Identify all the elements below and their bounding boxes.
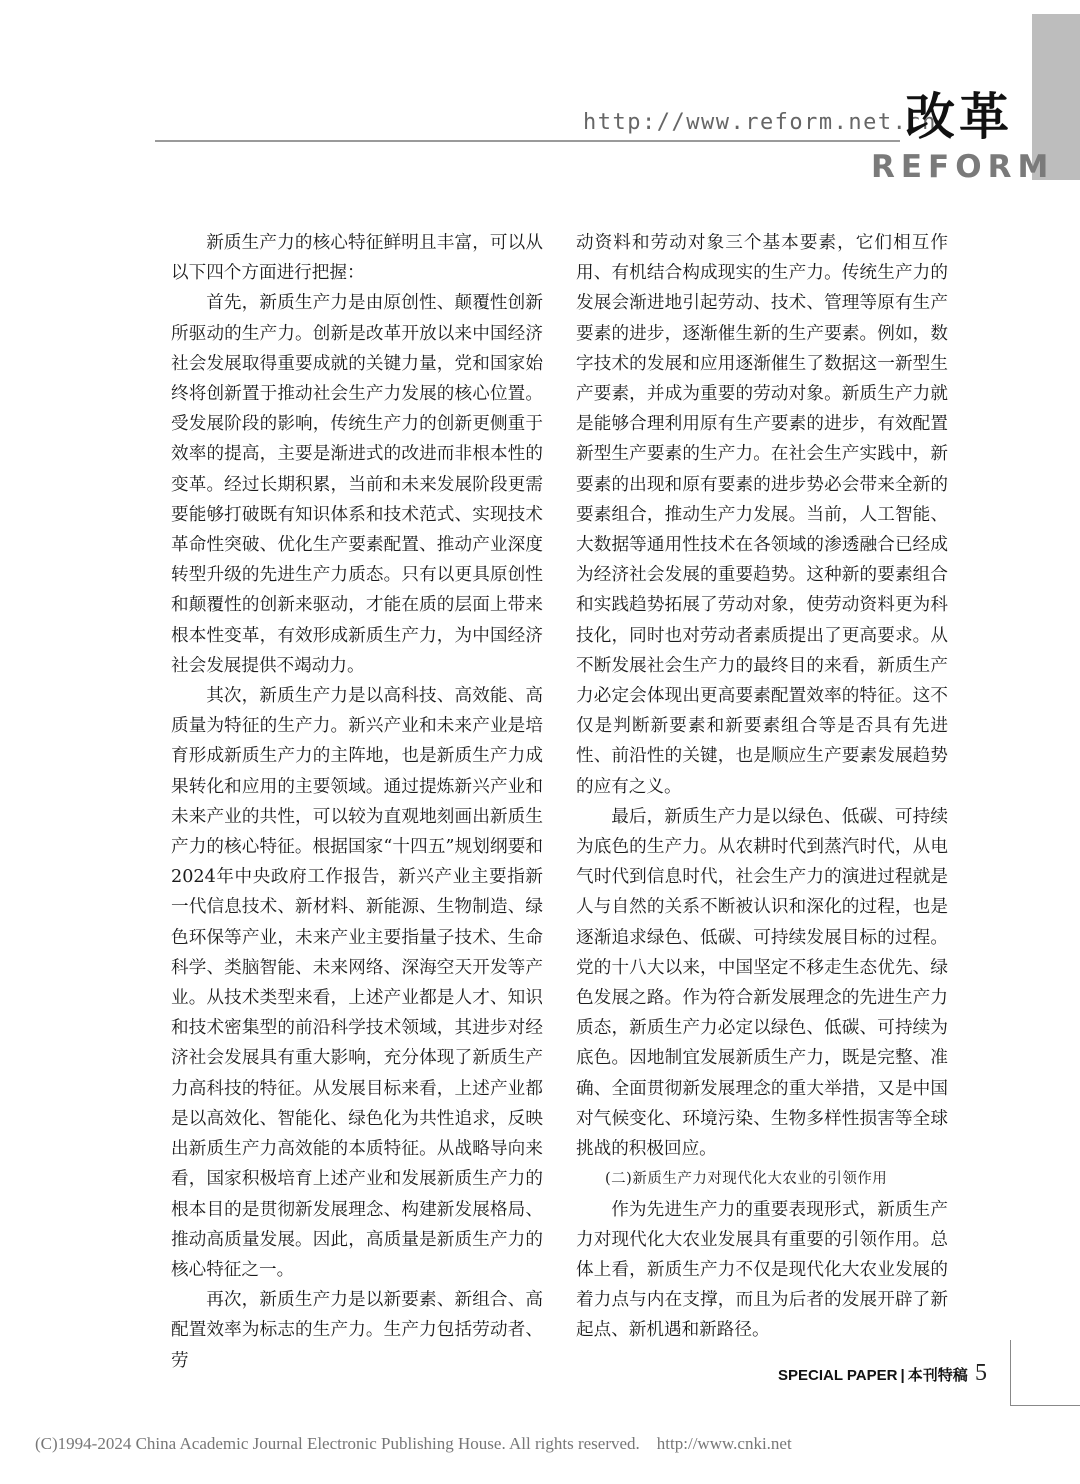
- copyright-notice: (C)1994-2024 China Academic Journal Electronic Publishing House. All rights reserved. http://www.cnki.net: [35, 1434, 792, 1453]
- right-column: [576, 228, 948, 1346]
- footer-vertical-rule: [1010, 1340, 1011, 1405]
- paragraph: 再次，新质生产力是以新要素、新组合、高配置效率为标志的生产力。生产力包括劳动者、劳: [171, 1290, 543, 1371]
- header-rule: [155, 140, 900, 142]
- left-column: [171, 228, 543, 1376]
- journal-title-cn: 改革: [905, 88, 1013, 146]
- section-label-cn: 本刊特稿: [907, 1367, 968, 1384]
- paragraph: 其次，新质生产力是以高科技、高效能、高质量为特征的生产力。新兴产业和未来产业是培育形成新质生产力的主阵地，也是新质生产力成果转化和应用的主要领域。通过提炼新兴产业和未来产业的共性，可以较为直观地刻画出新质生产力的核心特征。根据国家“十四五”规划纲要和2024年中央政府工作报告，新兴产业主要指新一代信息技术、新材料、新能源、生物制造、绿色环保等产业，未来产业主要指量子技术、生命科学、类脑智能、未来网络、深海空天开发等产业。从技术类型来看，上述产业都是人才、知识和技术密集型的前沿科学技术领域，其进步对经济社会发展具有重大影响，充分体现了新质生产力高科技的特征。从发展目标来看，上述产业都是以高效化、智能化、绿色化为共性追求，反映出新质生产力高效能的本质特征。从战略导向来看，国家积极培育上述产业和发展新质生产力的根本目的是贯彻新发展理念、构建新发展格局、推动高质量发展。因此，高质量是新质生产力的核心特征之一。: [171, 686, 543, 1280]
- page-number: 5: [975, 1360, 987, 1386]
- section-subheading: (二)新质生产力对现代化大农业的引领作用: [605, 1171, 888, 1188]
- section-label-divider: |: [900, 1367, 905, 1384]
- paragraph: 动资料和劳动对象三个基本要素，它们相互作用、有机结合构成现实的生产力。传统生产力的发展会渐进地引起劳动、技术、管理等原有生产要素的进步，逐渐催生新的生产要素。例如，数字技术的发展和应用逐渐催生了数据这一新型生产要素，并成为重要的劳动对象。新质生产力就是能够合理利用原有生产要素的进步，有效配置新型生产要素的生产力。在社会生产实践中，新要素的出现和原有要素的进步势必会带来全新的要素组合，推动生产力发展。当前，人工智能、大数据等通用性技术在各领域的渗透融合已经成为经济社会发展的重要趋势。这种新的要素组合和实践趋势拓展了劳动对象，使劳动资料更为科技化，同时也对劳动者素质提出了更高要求。从不断发展社会生产力的最终目的来看，新质生产力必定会体现出更高要素配置效率的特征。这不仅是判断新要素和新要素组合等是否具有先进性、前沿性的关键，也是顺应生产要素发展趋势的应有之义。: [576, 233, 948, 797]
- journal-title-en: REFORM: [871, 149, 1055, 185]
- paragraph: 最后，新质生产力是以绿色、低碳、可持续为底色的生产力。从农耕时代到蒸汽时代，从电气时代到信息时代，社会生产力的演进过程就是人与自然的关系不断被认识和深化的过程，也是逐渐追求绿色、低碳、可持续发展目标的过程。党的十八大以来，中国坚定不移走生态优先、绿色发展之路。作为符合新发展理念的先进生产力质态，新质生产力必定以绿色、低碳、可持续为底色。因地制宜发展新质生产力，既是完整、准确、全面贯彻新发展理念的重大举措，又是中国对气候变化、环境污染、生物多样性损害等全球挑战的积极回应。: [576, 806, 948, 1160]
- section-label-en: SPECIAL PAPER: [778, 1367, 898, 1384]
- journal-url: http://www.reform.net.cn: [583, 110, 937, 135]
- footer-horizontal-rule: [1010, 1405, 1080, 1406]
- paragraph: 首先，新质生产力是由原创性、颠覆性创新所驱动的生产力。创新是改革开放以来中国经济社会发展取得重要成就的关键力量，党和国家始终将创新置于推动社会生产力发展的核心位置。受发展阶段的影响，传统生产力的创新更侧重于效率的提高，主要是渐进式的改进而非根本性的变革。经过长期积累，当前和未来发展阶段更需要能够打破既有知识体系和技术范式、实现技术革命性突破、优化生产要素配置、推动产业深度转型升级的先进生产力质态。只有以更具原创性和颠覆性的创新来驱动，才能在质的层面上带来根本性变革，有效形成新质生产力，为中国经济社会发展提供不竭动力。: [171, 293, 543, 676]
- paragraph: 新质生产力的核心特征鲜明且丰富，可以从以下四个方面进行把握：: [171, 233, 543, 284]
- section-label: [778, 1364, 968, 1385]
- paragraph: 作为先进生产力的重要表现形式，新质生产力对现代化大农业发展具有重要的引领作用。总体上看，新质生产力不仅是现代化大农业发展的着力点与内在支撑，而且为后者的发展开辟了新起点、新机遇和新路径。: [576, 1199, 948, 1341]
